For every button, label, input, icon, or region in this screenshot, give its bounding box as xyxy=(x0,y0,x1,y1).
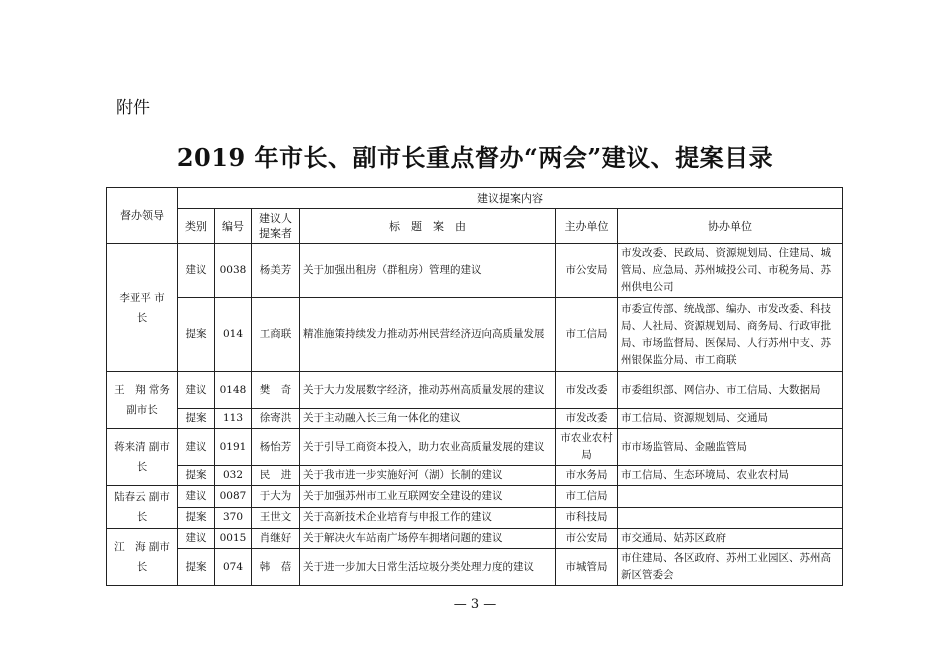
lead-unit-cell: 市发改委 xyxy=(556,372,618,409)
assist-unit-cell: 市住建局、各区政府、苏州工业园区、苏州高新区管委会 xyxy=(618,549,843,586)
table-row xyxy=(107,409,843,429)
assist-unit-cell: 市委组织部、网信办、市工信局、大数据局 xyxy=(618,372,843,409)
number-cell: 0191 xyxy=(215,429,252,466)
proposer-cell: 王世文 xyxy=(252,507,300,529)
assist-unit-cell: 市工信局、资源规划局、交通局 xyxy=(618,409,843,429)
leader-cell: 蒋来清 副市长 xyxy=(107,429,178,486)
lead-unit-cell: 市工信局 xyxy=(556,486,618,508)
leader-cell: 李亚平 市 长 xyxy=(107,244,178,372)
category-cell: 提案 xyxy=(178,466,215,486)
assist-unit-cell: 市交通局、姑苏区政府 xyxy=(618,529,843,549)
header-leader: 督办领导 xyxy=(107,188,178,244)
page-number: — 3 — xyxy=(453,597,497,612)
number-cell: 074 xyxy=(215,549,252,586)
table-row xyxy=(107,486,843,508)
header-subject: 标 题 案 由 xyxy=(300,209,556,244)
attachment-label: 附件 xyxy=(116,98,150,118)
category-cell: 建议 xyxy=(178,486,215,508)
number-cell: 0148 xyxy=(215,372,252,409)
lead-unit-cell: 市科技局 xyxy=(556,507,618,529)
subject-cell: 关于进一步加大日常生活垃圾分类处理力度的建议 xyxy=(300,549,556,586)
table-row xyxy=(107,507,843,529)
table-row xyxy=(107,244,843,298)
proposer-cell: 肖继好 xyxy=(252,529,300,549)
subject-cell: 关于主动融入长三角一体化的建议 xyxy=(300,409,556,429)
header-content: 建议提案内容 xyxy=(178,188,843,209)
category-cell: 提案 xyxy=(178,549,215,586)
leader-cell: 陆春云 副市长 xyxy=(107,486,178,529)
subject-cell: 精准施策持续发力推动苏州民营经济迈向高质量发展 xyxy=(300,298,556,372)
category-cell: 建议 xyxy=(178,372,215,409)
proposer-cell: 于大为 xyxy=(252,486,300,508)
assist-unit-cell: 市工信局、生态环境局、农业农村局 xyxy=(618,466,843,486)
subject-cell: 关于引导工商资本投入，助力农业高质量发展的建议 xyxy=(300,429,556,466)
lead-unit-cell: 市农业农村局 xyxy=(556,429,618,466)
proposer-cell: 樊 奇 xyxy=(252,372,300,409)
header-assist-unit: 协办单位 xyxy=(618,209,843,244)
lead-unit-cell: 市公安局 xyxy=(556,529,618,549)
category-cell: 建议 xyxy=(178,529,215,549)
number-cell: 0087 xyxy=(215,486,252,508)
lead-unit-cell: 市发改委 xyxy=(556,409,618,429)
assist-unit-cell: 市市场监管局、金融监管局 xyxy=(618,429,843,466)
subject-cell: 关于加强出租房（群租房）管理的建议 xyxy=(300,244,556,298)
category-cell: 建议 xyxy=(178,244,215,298)
proposer-cell: 杨怡芳 xyxy=(252,429,300,466)
proposer-cell: 杨美芳 xyxy=(252,244,300,298)
proposal-table xyxy=(106,187,843,586)
subject-cell: 关于大力发展数字经济，推动苏州高质量发展的建议 xyxy=(300,372,556,409)
category-cell: 提案 xyxy=(178,507,215,529)
table-row xyxy=(107,429,843,466)
header-lead-unit: 主办单位 xyxy=(556,209,618,244)
table-row xyxy=(107,549,843,586)
document-title: 2019 年市长、副市长重点督办“两会”建议、提案目录 xyxy=(176,143,774,172)
header-category: 类别 xyxy=(178,209,215,244)
assist-unit-cell xyxy=(618,486,843,508)
number-cell: 0038 xyxy=(215,244,252,298)
table-row xyxy=(107,529,843,549)
number-cell: 032 xyxy=(215,466,252,486)
proposer-cell: 韩 蓓 xyxy=(252,549,300,586)
category-cell: 建议 xyxy=(178,429,215,466)
category-cell: 提案 xyxy=(178,409,215,429)
assist-unit-cell xyxy=(618,507,843,529)
leader-cell: 王 翔 常务副市长 xyxy=(107,372,178,429)
header-proposer: 建议人提案者 xyxy=(252,209,300,244)
proposer-cell: 徐寄洪 xyxy=(252,409,300,429)
assist-unit-cell: 市发改委、民政局、资源规划局、住建局、城管局、应急局、苏州城投公司、市税务局、苏州供电公司 xyxy=(618,244,843,298)
lead-unit-cell: 市公安局 xyxy=(556,244,618,298)
subject-cell: 关于高新技术企业培育与申报工作的建议 xyxy=(300,507,556,529)
leader-cell: 江 海 副市长 xyxy=(107,529,178,586)
table-row xyxy=(107,372,843,409)
number-cell: 0015 xyxy=(215,529,252,549)
table-row xyxy=(107,466,843,486)
subject-cell: 关于加强苏州市工业互联网安全建设的建议 xyxy=(300,486,556,508)
proposer-cell: 工商联 xyxy=(252,298,300,372)
subject-cell: 关于解决火车站南广场停车拥堵问题的建议 xyxy=(300,529,556,549)
number-cell: 014 xyxy=(215,298,252,372)
assist-unit-cell: 市委宣传部、统战部、编办、市发改委、科技局、人社局、资源规划局、商务局、行政审批局、市场监督局、医保局、人行苏州中支、苏州银保监分局、市工商联 xyxy=(618,298,843,372)
lead-unit-cell: 市城管局 xyxy=(556,549,618,586)
header-number: 编号 xyxy=(215,209,252,244)
number-cell: 370 xyxy=(215,507,252,529)
category-cell: 提案 xyxy=(178,298,215,372)
proposer-cell: 民 进 xyxy=(252,466,300,486)
lead-unit-cell: 市工信局 xyxy=(556,298,618,372)
subject-cell: 关于我市进一步实施好河（湖）长制的建议 xyxy=(300,466,556,486)
table-row xyxy=(107,298,843,372)
lead-unit-cell: 市水务局 xyxy=(556,466,618,486)
number-cell: 113 xyxy=(215,409,252,429)
